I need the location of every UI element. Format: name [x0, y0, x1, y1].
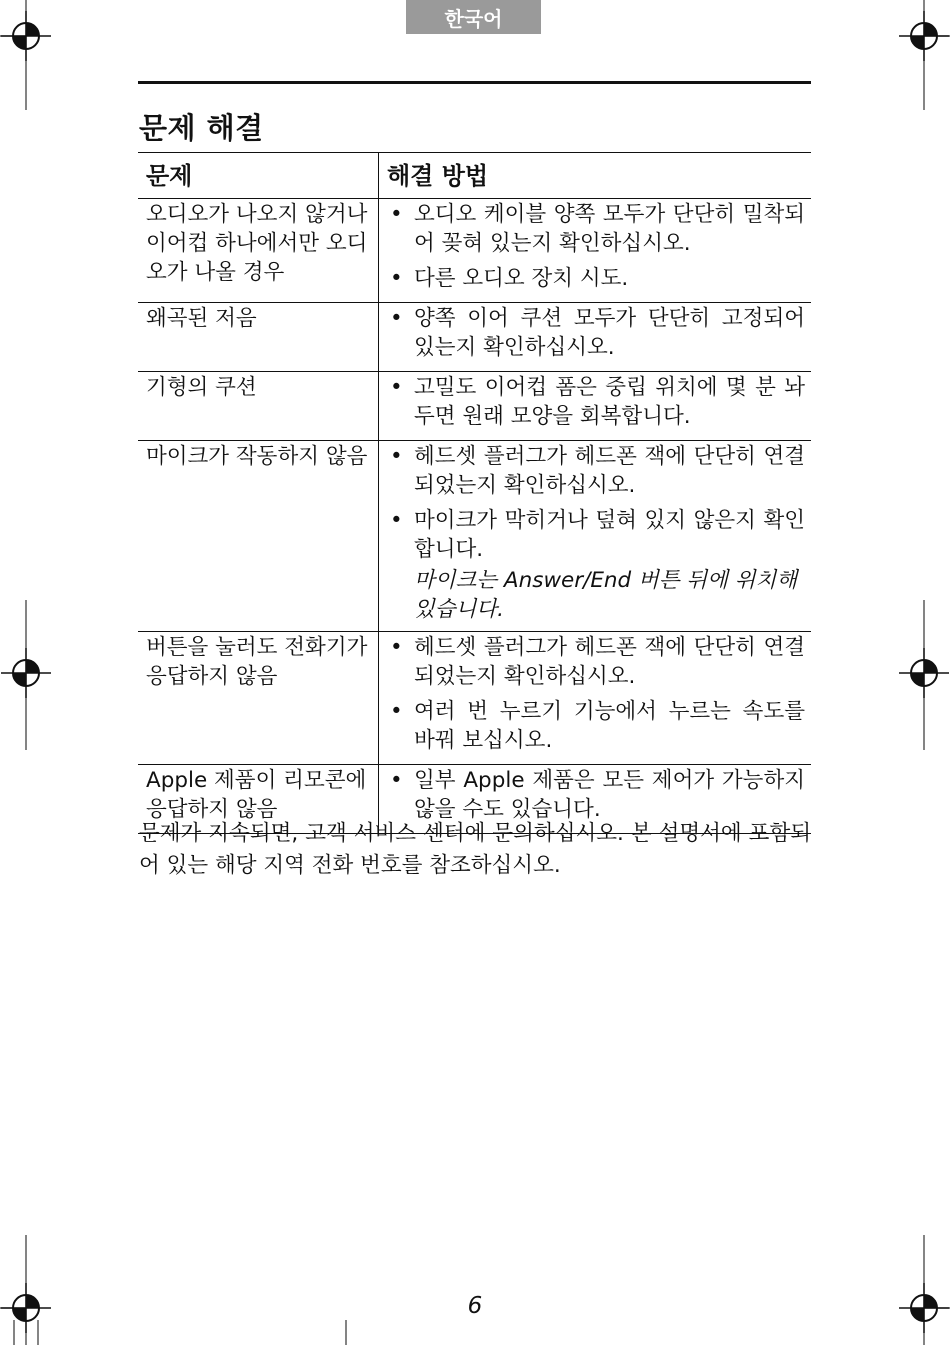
solution-item: • 헤드셋 플러그가 헤드폰 잭에 단단히 연결되었는지 확인하십시오.	[387, 633, 805, 691]
contact-instructions: 문제가 지속되면, 고객 서비스 센터에 문의하십시오. 본 설명서에 포함되어 있는 해당 지역 전화 번호를 참조하십시오.	[139, 821, 811, 878]
solution-cell	[379, 199, 812, 303]
problem-cell: Apple 제품이 리모콘에 응답하지 않음	[138, 765, 379, 834]
solution-cell	[379, 372, 812, 441]
solution-list	[387, 766, 805, 824]
solution-list	[387, 200, 805, 293]
header-rule	[138, 81, 811, 84]
solution-cell	[379, 441, 812, 632]
problem-cell: 오디오가 나오지 않거나 이어컵 하나에서만 오디오가 나올 경우	[138, 199, 379, 303]
solution-item: • 고밀도 이어컵 폼은 중립 위치에 몇 분 놔두면 원래 모양을 회복합니다.	[387, 373, 805, 431]
problem-cell: 마이크가 작동하지 않음	[138, 441, 379, 632]
solution-item: • 오디오 케이블 양쪽 모두가 단단히 밀착되어 꽂혀 있는지 확인하십시오.	[387, 200, 805, 258]
solution-item: • 일부 Apple 제품은 모든 제어가 가능하지 않을 수도 있습니다.	[387, 766, 805, 824]
solution-cell	[379, 632, 812, 765]
registration-mark-icon	[1, 11, 51, 61]
problem-cell: 왜곡된 저음	[138, 303, 379, 372]
table-row	[138, 632, 811, 765]
table-row	[138, 441, 811, 632]
solution-list	[387, 304, 805, 362]
solution-list	[387, 373, 805, 431]
solution-item: • 다른 오디오 장치 시도.	[387, 264, 805, 293]
registration-mark-icon	[899, 648, 949, 698]
language-tab: 한국어	[406, 0, 541, 34]
page-number: 6	[467, 1293, 483, 1319]
table-row	[138, 199, 811, 303]
solution-cell	[379, 303, 812, 372]
solution-list	[387, 633, 805, 755]
troubleshooting-table	[138, 152, 811, 834]
problem-column-header: 문제	[138, 153, 379, 199]
problem-cell: 버튼을 눌러도 전화기가 응답하지 않음	[138, 632, 379, 765]
solution-note: 마이크는 Answer/End 버튼 뒤에 위치해 있습니다.	[414, 568, 798, 622]
solution-item: • 양쪽 이어 쿠션 모두가 단단히 고정되어 있는지 확인하십시오.	[387, 304, 805, 362]
registration-mark-icon	[899, 11, 949, 61]
solution-item: • 여러 번 누르기 기능에서 누르는 속도를 바꿔 보십시오.	[387, 697, 805, 755]
table-row	[138, 372, 811, 441]
solution-item: • 마이크가 막히거나 덮혀 있지 않은지 확인합니다.	[387, 506, 805, 564]
problem-cell: 기형의 쿠션	[138, 372, 379, 441]
registration-mark-icon	[1, 648, 51, 698]
table-row	[138, 303, 811, 372]
solution-column-header: 해결 방법	[379, 153, 812, 199]
table-header-row	[138, 153, 811, 199]
solution-list	[387, 442, 805, 564]
section-title: 문제 해결	[139, 111, 264, 145]
solution-item: • 헤드셋 플러그가 헤드폰 잭에 단단히 연결되었는지 확인하십시오.	[387, 442, 805, 500]
